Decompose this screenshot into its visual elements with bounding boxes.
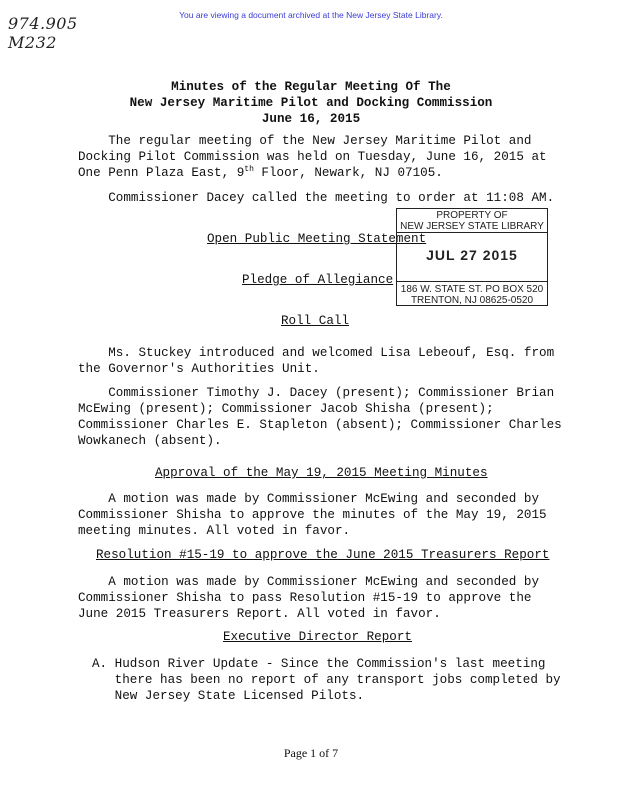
paragraph-line: A motion was made by Commissioner McEwing and seconded by <box>78 575 540 589</box>
list-item-line: there has been no report of any transport jobs completed by <box>92 673 561 687</box>
intro-line: Docking Pilot Commission was held on Tuesday, June 16, 2015 at <box>78 150 547 164</box>
document-title-line-2: New Jersey Maritime Pilot and Docking Commission <box>129 96 493 110</box>
library-property-stamp <box>396 208 548 306</box>
heading-roll-call: Roll Call <box>281 314 350 328</box>
page-number: Page 1 of 7 <box>283 746 339 760</box>
list-item-line: New Jersey State Licensed Pilots. <box>92 689 365 703</box>
paragraph-line: Commissioner Timothy J. Dacey (present); Commissioner Brian <box>78 386 555 400</box>
document-title-line-1: Minutes of the Regular Meeting Of The <box>171 80 451 94</box>
handwritten-call-number: 974.905 <box>8 14 78 33</box>
paragraph-line: Commissioner Shisha to pass Resolution #15-19 to approve the <box>78 591 532 605</box>
archive-banner: You are viewing a document archived at the New Jersey State Library. <box>179 10 443 20</box>
paragraph-line: June 2015 Treasurers Report. All voted in favor. <box>78 607 441 621</box>
list-item-line: A. Hudson River Update - Since the Commission's last meeting <box>92 657 546 671</box>
intro-line: The regular meeting of the New Jersey Maritime Pilot and <box>78 134 532 148</box>
paragraph-line: McEwing (present); Commissioner Jacob Shisha (present); <box>78 402 494 416</box>
paragraph-line: the Governor's Authorities Unit. <box>78 362 320 376</box>
stamp-line: PROPERTY OF <box>436 210 508 221</box>
stamp-line: TRENTON, NJ 08625-0520 <box>410 295 534 306</box>
heading-approval-minutes: Approval of the May 19, 2015 Meeting Minutes <box>155 466 488 480</box>
stamp-divider <box>397 232 547 233</box>
paragraph-line: Commissioner Shisha to approve the minutes of the May 19, 2015 <box>78 508 547 522</box>
intro-text: Floor, Newark, NJ 07105. <box>253 166 443 180</box>
intro-line <box>78 165 548 181</box>
stamp-divider <box>397 281 547 282</box>
paragraph-line: Wowkanech (absent). <box>78 434 222 448</box>
paragraph-line: Ms. Stuckey introduced and welcomed Lisa Lebeouf, Esq. from <box>78 346 555 360</box>
heading-resolution: Resolution #15-19 to approve the June 2015 Treasurers Report <box>96 548 550 562</box>
stamp-date: JUL 27 2015 <box>426 247 518 263</box>
handwritten-call-letters: M232 <box>8 33 57 52</box>
paragraph-line: Commissioner Charles E. Stapleton (absent); Commissioner Charles <box>78 418 562 432</box>
heading-executive-director-report: Executive Director Report <box>223 630 412 644</box>
call-to-order: Commissioner Dacey called the meeting to order at 11:08 AM. <box>78 191 555 205</box>
paragraph-line: meeting minutes. All voted in favor. <box>78 524 351 538</box>
intro-text: One Penn Plaza East, 9 <box>78 166 245 180</box>
stamp-line: NEW JERSEY STATE LIBRARY <box>400 221 544 232</box>
paragraph-line: A motion was made by Commissioner McEwing and seconded by <box>78 492 540 506</box>
heading-open-public-meeting: Open Public Meeting Statement <box>207 232 427 246</box>
stamp-line: 186 W. STATE ST. PO BOX 520 <box>400 284 544 295</box>
document-title-date: June 16, 2015 <box>261 112 361 126</box>
heading-pledge: Pledge of Allegiance <box>242 273 394 287</box>
ordinal-suffix: th <box>244 164 254 174</box>
